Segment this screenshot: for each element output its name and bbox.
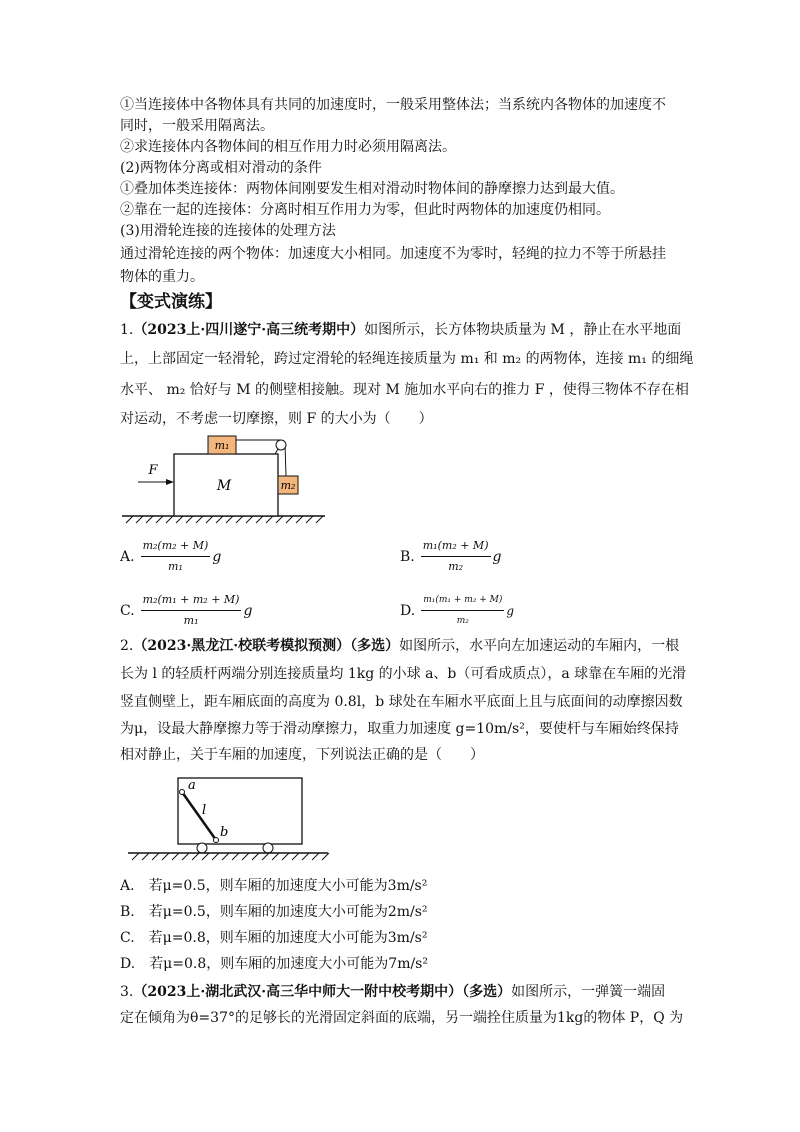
label-M: M xyxy=(216,478,232,494)
label-b: b xyxy=(220,825,229,840)
q2-line-2: 长为 l 的轻质杆两端分别连接质量均 1kg 的小球 a、b（可看成质点），a 球靠在车厢的光滑 xyxy=(120,666,687,682)
label-m1: m₁ xyxy=(214,439,230,452)
q3-number: 3. xyxy=(120,984,134,1000)
force-arrowhead xyxy=(166,479,174,485)
q1-number: 1. xyxy=(120,322,134,338)
q2-option-D[interactable]: D. 若μ=0.8，则车厢的加速度大小可能为7m/s² xyxy=(120,956,428,972)
rope-vertical xyxy=(285,444,286,476)
note-line-6: ②靠在一起的连接体：分离时相互作用力为零，但此时两物体的加速度仍相同。 xyxy=(120,202,610,218)
q1-text-1: 如图所示，长方体物块质量为 M ，静止在水平地面 xyxy=(364,322,682,338)
q2-text-1: 如图所示，水平向左加速运动的车厢内，一根 xyxy=(399,638,680,654)
note-line-5: ①叠加体类连接体：两物体间刚要发生相对滑动时物体间的静摩擦力达到最大值。 xyxy=(120,181,624,197)
note-line-7: (3)用滑轮连接的连接体的处理方法 xyxy=(120,223,336,239)
q1-option-C[interactable]: C. $\frac{\text{m₂(m₁ + m₂ + M)}}{\text{m₁}}$ g xyxy=(120,590,252,631)
q1-option-A[interactable]: A. $\frac{\text{m₂(m₂ + M)}}{\text{m₁}}$ g xyxy=(120,536,221,577)
note-line-4: (2)两物体分离或相对滑动的条件 xyxy=(120,160,322,176)
wheel-left xyxy=(197,843,207,853)
q3-line-2: 定在倾角为θ=37°的足够长的光滑固定斜面的底端，另一端拴住质量为1kg的物体 P，Q 为 xyxy=(120,1010,684,1026)
q2-option-C[interactable]: C. 若μ=0.8，则车厢的加速度大小可能为3m/s² xyxy=(120,930,428,946)
note-line-8: 通过滑轮连接的两个物体：加速度大小相同。加速度不为零时，轻绳的拉力不等于所悬挂 xyxy=(120,246,666,262)
q2-figure xyxy=(126,772,332,864)
q1-option-B[interactable]: B. $\frac{\text{m₁(m₂ + M)}}{\text{m₂}}$ g xyxy=(400,536,501,577)
q3-text-1: 如图所示，一弹簧一端固 xyxy=(511,984,666,1000)
note-line-2: 同时，一般采用隔离法。 xyxy=(120,118,274,134)
q2-line-5: 相对静止，关于车厢的加速度，下列说法正确的是（ ） xyxy=(120,747,484,763)
ball-b xyxy=(214,838,219,843)
q2-option-B[interactable]: B. 若μ=0.5，则车厢的加速度大小可能为2m/s² xyxy=(120,904,428,920)
wheel-right xyxy=(263,843,273,853)
note-line-1: ①当连接体中各物体具有共同的加速度时，一般采用整体法；当系统内各物体的加速度不 xyxy=(120,97,666,113)
q1-line-4: 对运动，不考虑一切摩擦，则 F 的大小为（ ） xyxy=(120,411,433,427)
q1-option-D[interactable]: D. $\frac{\text{m₁(m₁ + m₂ + M)}}{\text{m₂}}$ g xyxy=(400,590,514,631)
pulley xyxy=(276,440,286,450)
label-m2: m₂ xyxy=(280,479,296,492)
note-line-3: ②求连接体内各物体间的相互作用力时必须用隔离法。 xyxy=(120,139,456,155)
q3-line-1 xyxy=(120,982,665,1002)
q1-line-3: 水平、 m₂ 恰好与 M 的侧壁相接触。现对 M 施加水平向右的推力 F ，使得三物体不存在相 xyxy=(120,382,689,398)
label-a: a xyxy=(188,778,196,793)
q2-number: 2. xyxy=(120,638,134,654)
ball-a xyxy=(180,790,185,795)
q2-line-1 xyxy=(120,636,679,656)
note-line-9: 物体的重力。 xyxy=(120,269,204,285)
q2-line-3: 竖直侧壁上，距车厢底面的高度为 0.8l，b 球处在车厢水平底面上且与底面间的动摩擦因数 xyxy=(120,694,683,710)
label-F: F xyxy=(148,463,158,478)
q1-line-1 xyxy=(120,320,681,340)
q2-source: （2023·黑龙江·校联考模拟预测）（多选） xyxy=(133,638,400,654)
q1-source: （2023上·四川遂宁·高三统考期中） xyxy=(133,322,365,338)
q2-line-4: 为μ，设最大静摩擦力等于滑动摩擦力，取重力加速度 g=10m/s²，要使杆与车厢始终保持 xyxy=(120,721,679,737)
ground-hatch xyxy=(132,853,329,860)
q1-line-2: 上，上部固定一轻滑轮，跨过定滑轮的轻绳连接质量为 m₁ 和 m₂ 的两物体，连接 m₁ 的细绳 xyxy=(120,351,694,367)
q3-source: （2023上·湖北武汉·高三华中师大一附中校考期中）（多选） xyxy=(133,984,512,1000)
section-title: 【变式演练】 xyxy=(120,292,222,312)
q1-figure xyxy=(120,432,330,524)
label-l: l xyxy=(202,803,207,818)
ground-hatch xyxy=(126,516,323,523)
q2-option-A[interactable]: A. 若μ=0.5，则车厢的加速度大小可能为3m/s² xyxy=(120,878,428,894)
